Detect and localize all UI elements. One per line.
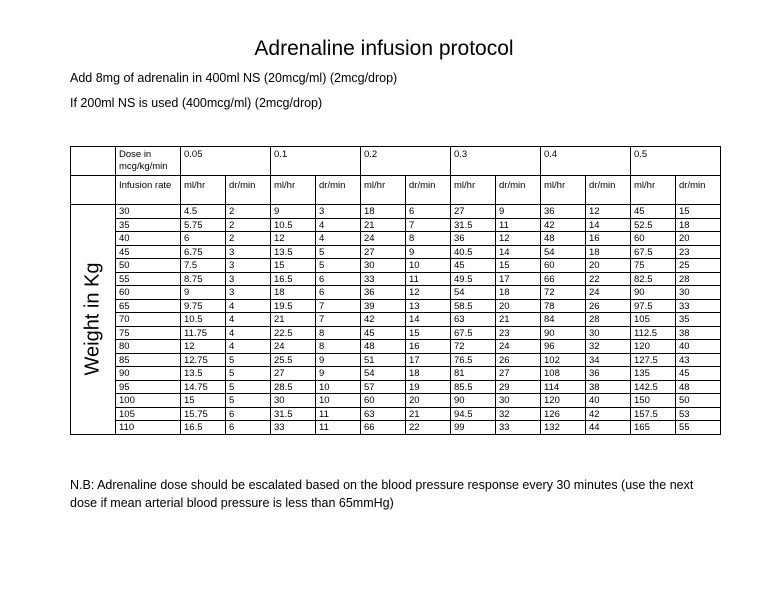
drops-per-min-cell: 10 <box>316 394 361 408</box>
drops-per-min-cell: 9 <box>496 205 541 219</box>
dose-escalation-note: N.B: Adrenaline dose should be escalated based on the blood pressure response every 30 minutes (use the next dose if mean arterial blood pressure is less than 65mmHg) <box>70 478 694 510</box>
ml-per-hr-cell: 127.5 <box>631 353 676 367</box>
ml-per-hr-cell: 48 <box>541 232 586 246</box>
dose-header: 0.1 <box>271 147 361 176</box>
dose-header: 0.4 <box>541 147 631 176</box>
unit-header: dr/min <box>496 176 541 205</box>
weight-cell: 85 <box>116 353 181 367</box>
drops-per-min-cell: 10 <box>316 380 361 394</box>
drops-per-min-cell: 23 <box>676 245 721 259</box>
drops-per-min-cell: 3 <box>226 245 271 259</box>
weight-cell: 50 <box>116 259 181 273</box>
drops-per-min-cell: 15 <box>496 259 541 273</box>
drops-per-min-cell: 5 <box>226 353 271 367</box>
ml-per-hr-cell: 66 <box>361 421 406 435</box>
ml-per-hr-cell: 15 <box>181 394 226 408</box>
ml-per-hr-cell: 85.5 <box>451 380 496 394</box>
ml-per-hr-cell: 90 <box>631 286 676 300</box>
drops-per-min-cell: 10 <box>406 259 451 273</box>
ml-per-hr-cell: 72 <box>541 286 586 300</box>
ml-per-hr-cell: 60 <box>631 232 676 246</box>
drops-per-min-cell: 4 <box>226 326 271 340</box>
dose-header: 0.2 <box>361 147 451 176</box>
drops-per-min-cell: 14 <box>496 245 541 259</box>
ml-per-hr-cell: 40.5 <box>451 245 496 259</box>
table-row <box>71 218 721 232</box>
ml-per-hr-cell: 120 <box>541 394 586 408</box>
drops-per-min-cell: 30 <box>496 394 541 408</box>
drops-per-min-cell: 33 <box>496 421 541 435</box>
table-row <box>71 326 721 340</box>
drops-per-min-cell: 12 <box>586 205 631 219</box>
ml-per-hr-cell: 102 <box>541 353 586 367</box>
dose-header-label: Dose in mcg/kg/min <box>116 147 181 176</box>
unit-header: dr/min <box>586 176 631 205</box>
ml-per-hr-cell: 12.75 <box>181 353 226 367</box>
infusion-table <box>70 146 721 435</box>
ml-per-hr-cell: 157.5 <box>631 407 676 421</box>
drops-per-min-cell: 5 <box>316 245 361 259</box>
table-row <box>71 245 721 259</box>
ml-per-hr-cell: 48 <box>361 340 406 354</box>
drops-per-min-cell: 30 <box>676 286 721 300</box>
drops-per-min-cell: 28 <box>676 272 721 286</box>
drops-per-min-cell: 44 <box>586 421 631 435</box>
dose-header-row <box>71 147 721 176</box>
unit-header: ml/hr <box>631 176 676 205</box>
weight-cell: 75 <box>116 326 181 340</box>
ml-per-hr-cell: 18 <box>361 205 406 219</box>
ml-per-hr-cell: 27 <box>271 367 316 381</box>
ml-per-hr-cell: 31.5 <box>451 218 496 232</box>
ml-per-hr-cell: 90 <box>451 394 496 408</box>
ml-per-hr-cell: 39 <box>361 299 406 313</box>
drops-per-min-cell: 14 <box>406 313 451 327</box>
table-row <box>71 367 721 381</box>
drops-per-min-cell: 9 <box>316 353 361 367</box>
page-title: Adrenaline infusion protocol <box>254 37 514 60</box>
table-row <box>71 313 721 327</box>
ml-per-hr-cell: 9 <box>181 286 226 300</box>
ml-per-hr-cell: 6.75 <box>181 245 226 259</box>
ml-per-hr-cell: 16.5 <box>181 421 226 435</box>
ml-per-hr-cell: 36 <box>361 286 406 300</box>
drops-per-min-cell: 4 <box>226 299 271 313</box>
weight-cell: 30 <box>116 205 181 219</box>
weight-cell: 60 <box>116 286 181 300</box>
rate-header-row <box>71 176 721 205</box>
ml-per-hr-cell: 13.5 <box>181 367 226 381</box>
drops-per-min-cell: 55 <box>676 421 721 435</box>
drops-per-min-cell: 2 <box>226 205 271 219</box>
ml-per-hr-cell: 22.5 <box>271 326 316 340</box>
drops-per-min-cell: 35 <box>676 313 721 327</box>
drops-per-min-cell: 12 <box>496 232 541 246</box>
weight-cell: 45 <box>116 245 181 259</box>
ml-per-hr-cell: 66 <box>541 272 586 286</box>
ml-per-hr-cell: 10.5 <box>181 313 226 327</box>
drops-per-min-cell: 11 <box>496 218 541 232</box>
drops-per-min-cell: 4 <box>316 232 361 246</box>
drops-per-min-cell: 7 <box>406 218 451 232</box>
drops-per-min-cell: 11 <box>316 421 361 435</box>
ml-per-hr-cell: 4.5 <box>181 205 226 219</box>
ml-per-hr-cell: 82.5 <box>631 272 676 286</box>
ml-per-hr-cell: 21 <box>271 313 316 327</box>
drops-per-min-cell: 6 <box>226 407 271 421</box>
ml-per-hr-cell: 52.5 <box>631 218 676 232</box>
weight-axis-label: Weight in Kg <box>81 262 104 376</box>
ml-per-hr-cell: 21 <box>361 218 406 232</box>
table-row <box>71 380 721 394</box>
drops-per-min-cell: 48 <box>676 380 721 394</box>
drops-per-min-cell: 38 <box>676 326 721 340</box>
drops-per-min-cell: 9 <box>316 367 361 381</box>
ml-per-hr-cell: 99 <box>451 421 496 435</box>
drops-per-min-cell: 40 <box>586 394 631 408</box>
ml-per-hr-cell: 45 <box>451 259 496 273</box>
drops-per-min-cell: 24 <box>496 340 541 354</box>
ml-per-hr-cell: 142.5 <box>631 380 676 394</box>
drops-per-min-cell: 43 <box>676 353 721 367</box>
ml-per-hr-cell: 96 <box>541 340 586 354</box>
table-row <box>71 353 721 367</box>
drops-per-min-cell: 18 <box>586 245 631 259</box>
weight-cell: 80 <box>116 340 181 354</box>
drops-per-min-cell: 40 <box>676 340 721 354</box>
drops-per-min-cell: 42 <box>586 407 631 421</box>
ml-per-hr-cell: 7.5 <box>181 259 226 273</box>
drops-per-min-cell: 3 <box>226 286 271 300</box>
unit-header: dr/min <box>226 176 271 205</box>
ml-per-hr-cell: 108 <box>541 367 586 381</box>
dose-header: 0.3 <box>451 147 541 176</box>
ml-per-hr-cell: 60 <box>541 259 586 273</box>
ml-per-hr-cell: 49.5 <box>451 272 496 286</box>
weight-cell: 40 <box>116 232 181 246</box>
ml-per-hr-cell: 94.5 <box>451 407 496 421</box>
dilution-instruction: Add 8mg of adrenalin in 400ml NS (20mcg/ml) (2mcg/drop) <box>70 71 398 85</box>
ml-per-hr-cell: 8.75 <box>181 272 226 286</box>
drops-per-min-cell: 5 <box>316 259 361 273</box>
ml-per-hr-cell: 27 <box>451 205 496 219</box>
ml-per-hr-cell: 42 <box>361 313 406 327</box>
table-row <box>71 232 721 246</box>
ml-per-hr-cell: 42 <box>541 218 586 232</box>
unit-header: ml/hr <box>451 176 496 205</box>
table-row <box>71 421 721 435</box>
ml-per-hr-cell: 60 <box>361 394 406 408</box>
drops-per-min-cell: 17 <box>406 353 451 367</box>
ml-per-hr-cell: 76.5 <box>451 353 496 367</box>
ml-per-hr-cell: 120 <box>631 340 676 354</box>
drops-per-min-cell: 23 <box>496 326 541 340</box>
ml-per-hr-cell: 12 <box>181 340 226 354</box>
unit-header: dr/min <box>316 176 361 205</box>
ml-per-hr-cell: 84 <box>541 313 586 327</box>
ml-per-hr-cell: 165 <box>631 421 676 435</box>
ml-per-hr-cell: 72 <box>451 340 496 354</box>
ml-per-hr-cell: 18 <box>271 286 316 300</box>
drops-per-min-cell: 20 <box>406 394 451 408</box>
ml-per-hr-cell: 30 <box>361 259 406 273</box>
ml-per-hr-cell: 25.5 <box>271 353 316 367</box>
ml-per-hr-cell: 54 <box>541 245 586 259</box>
ml-per-hr-cell: 63 <box>361 407 406 421</box>
ml-per-hr-cell: 114 <box>541 380 586 394</box>
drops-per-min-cell: 21 <box>406 407 451 421</box>
drops-per-min-cell: 50 <box>676 394 721 408</box>
drops-per-min-cell: 16 <box>586 232 631 246</box>
dose-header: 0.5 <box>631 147 721 176</box>
ml-per-hr-cell: 81 <box>451 367 496 381</box>
ml-per-hr-cell: 6 <box>181 232 226 246</box>
drops-per-min-cell: 14 <box>586 218 631 232</box>
ml-per-hr-cell: 31.5 <box>271 407 316 421</box>
ml-per-hr-cell: 9 <box>271 205 316 219</box>
drops-per-min-cell: 5 <box>226 380 271 394</box>
drops-per-min-cell: 29 <box>496 380 541 394</box>
alternate-dilution-instruction: If 200ml NS is used (400mcg/ml) (2mcg/drop) <box>70 96 323 110</box>
table-row <box>71 394 721 408</box>
ml-per-hr-cell: 14.75 <box>181 380 226 394</box>
drops-per-min-cell: 11 <box>316 407 361 421</box>
weight-cell: 55 <box>116 272 181 286</box>
ml-per-hr-cell: 30 <box>271 394 316 408</box>
ml-per-hr-cell: 63 <box>451 313 496 327</box>
drops-per-min-cell: 3 <box>226 259 271 273</box>
drops-per-min-cell: 5 <box>226 367 271 381</box>
drops-per-min-cell: 21 <box>496 313 541 327</box>
ml-per-hr-cell: 45 <box>361 326 406 340</box>
table-row <box>71 340 721 354</box>
ml-per-hr-cell: 54 <box>361 367 406 381</box>
weight-cell: 70 <box>116 313 181 327</box>
unit-header: ml/hr <box>271 176 316 205</box>
corner-cell <box>71 176 116 205</box>
unit-header: ml/hr <box>181 176 226 205</box>
drops-per-min-cell: 12 <box>406 286 451 300</box>
drops-per-min-cell: 4 <box>226 340 271 354</box>
table-row <box>71 407 721 421</box>
infusion-table-container <box>70 146 721 435</box>
drops-per-min-cell: 22 <box>586 272 631 286</box>
ml-per-hr-cell: 10.5 <box>271 218 316 232</box>
drops-per-min-cell: 19 <box>406 380 451 394</box>
drops-per-min-cell: 8 <box>316 340 361 354</box>
ml-per-hr-cell: 13.5 <box>271 245 316 259</box>
drops-per-min-cell: 20 <box>496 299 541 313</box>
ml-per-hr-cell: 19.5 <box>271 299 316 313</box>
weight-cell: 35 <box>116 218 181 232</box>
drops-per-min-cell: 6 <box>316 272 361 286</box>
ml-per-hr-cell: 112.5 <box>631 326 676 340</box>
drops-per-min-cell: 13 <box>406 299 451 313</box>
drops-per-min-cell: 20 <box>676 232 721 246</box>
table-row <box>71 205 721 219</box>
drops-per-min-cell: 4 <box>226 313 271 327</box>
ml-per-hr-cell: 54 <box>451 286 496 300</box>
drops-per-min-cell: 24 <box>586 286 631 300</box>
drops-per-min-cell: 11 <box>406 272 451 286</box>
dose-header: 0.05 <box>181 147 271 176</box>
drops-per-min-cell: 15 <box>406 326 451 340</box>
drops-per-min-cell: 8 <box>406 232 451 246</box>
ml-per-hr-cell: 12 <box>271 232 316 246</box>
table-row <box>71 299 721 313</box>
drops-per-min-cell: 26 <box>586 299 631 313</box>
ml-per-hr-cell: 132 <box>541 421 586 435</box>
table-row <box>71 272 721 286</box>
ml-per-hr-cell: 58.5 <box>451 299 496 313</box>
ml-per-hr-cell: 105 <box>631 313 676 327</box>
drops-per-min-cell: 17 <box>496 272 541 286</box>
drops-per-min-cell: 6 <box>406 205 451 219</box>
ml-per-hr-cell: 33 <box>271 421 316 435</box>
drops-per-min-cell: 2 <box>226 218 271 232</box>
ml-per-hr-cell: 11.75 <box>181 326 226 340</box>
unit-header: ml/hr <box>541 176 586 205</box>
unit-header: dr/min <box>406 176 451 205</box>
ml-per-hr-cell: 27 <box>361 245 406 259</box>
ml-per-hr-cell: 24 <box>361 232 406 246</box>
drops-per-min-cell: 32 <box>586 340 631 354</box>
ml-per-hr-cell: 67.5 <box>631 245 676 259</box>
drops-per-min-cell: 5 <box>226 394 271 408</box>
ml-per-hr-cell: 51 <box>361 353 406 367</box>
drops-per-min-cell: 18 <box>406 367 451 381</box>
unit-header: dr/min <box>676 176 721 205</box>
drops-per-min-cell: 16 <box>406 340 451 354</box>
ml-per-hr-cell: 126 <box>541 407 586 421</box>
ml-per-hr-cell: 135 <box>631 367 676 381</box>
drops-per-min-cell: 15 <box>676 205 721 219</box>
drops-per-min-cell: 33 <box>676 299 721 313</box>
ml-per-hr-cell: 24 <box>271 340 316 354</box>
drops-per-min-cell: 6 <box>316 286 361 300</box>
drops-per-min-cell: 53 <box>676 407 721 421</box>
drops-per-min-cell: 3 <box>316 205 361 219</box>
ml-per-hr-cell: 67.5 <box>451 326 496 340</box>
weight-axis-cell <box>71 205 116 435</box>
ml-per-hr-cell: 33 <box>361 272 406 286</box>
ml-per-hr-cell: 15.75 <box>181 407 226 421</box>
drops-per-min-cell: 18 <box>496 286 541 300</box>
weight-cell: 105 <box>116 407 181 421</box>
drops-per-min-cell: 25 <box>676 259 721 273</box>
drops-per-min-cell: 7 <box>316 313 361 327</box>
drops-per-min-cell: 9 <box>406 245 451 259</box>
ml-per-hr-cell: 90 <box>541 326 586 340</box>
ml-per-hr-cell: 78 <box>541 299 586 313</box>
table-row <box>71 286 721 300</box>
weight-cell: 100 <box>116 394 181 408</box>
weight-cell: 110 <box>116 421 181 435</box>
ml-per-hr-cell: 75 <box>631 259 676 273</box>
drops-per-min-cell: 2 <box>226 232 271 246</box>
ml-per-hr-cell: 45 <box>631 205 676 219</box>
ml-per-hr-cell: 97.5 <box>631 299 676 313</box>
drops-per-min-cell: 34 <box>586 353 631 367</box>
weight-cell: 90 <box>116 367 181 381</box>
ml-per-hr-cell: 36 <box>451 232 496 246</box>
unit-header: ml/hr <box>361 176 406 205</box>
table-row <box>71 259 721 273</box>
ml-per-hr-cell: 5.75 <box>181 218 226 232</box>
drops-per-min-cell: 27 <box>496 367 541 381</box>
drops-per-min-cell: 30 <box>586 326 631 340</box>
drops-per-min-cell: 6 <box>226 421 271 435</box>
drops-per-min-cell: 22 <box>406 421 451 435</box>
ml-per-hr-cell: 36 <box>541 205 586 219</box>
drops-per-min-cell: 18 <box>676 218 721 232</box>
corner-cell <box>71 147 116 176</box>
drops-per-min-cell: 7 <box>316 299 361 313</box>
drops-per-min-cell: 4 <box>316 218 361 232</box>
drops-per-min-cell: 3 <box>226 272 271 286</box>
ml-per-hr-cell: 9.75 <box>181 299 226 313</box>
drops-per-min-cell: 36 <box>586 367 631 381</box>
weight-cell: 95 <box>116 380 181 394</box>
ml-per-hr-cell: 150 <box>631 394 676 408</box>
drops-per-min-cell: 26 <box>496 353 541 367</box>
drops-per-min-cell: 20 <box>586 259 631 273</box>
weight-cell: 65 <box>116 299 181 313</box>
rate-header-label: Infusion rate <box>116 176 181 205</box>
drops-per-min-cell: 28 <box>586 313 631 327</box>
drops-per-min-cell: 45 <box>676 367 721 381</box>
ml-per-hr-cell: 16.5 <box>271 272 316 286</box>
ml-per-hr-cell: 28.5 <box>271 380 316 394</box>
drops-per-min-cell: 32 <box>496 407 541 421</box>
ml-per-hr-cell: 15 <box>271 259 316 273</box>
drops-per-min-cell: 8 <box>316 326 361 340</box>
drops-per-min-cell: 38 <box>586 380 631 394</box>
ml-per-hr-cell: 57 <box>361 380 406 394</box>
